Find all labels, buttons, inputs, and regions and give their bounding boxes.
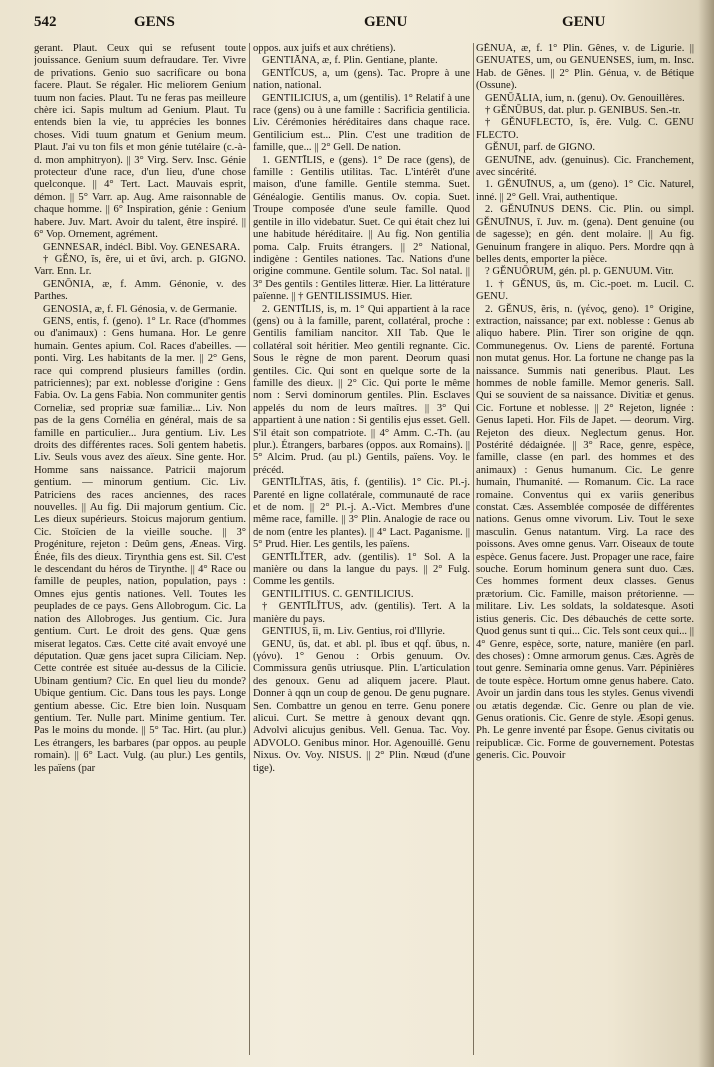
page-gutter-shadow xyxy=(698,0,714,1067)
dictionary-entry: † GĔNO, ĭs, ĕre, ui et ŭvi, arch. p. GIGNO. Varr. Enn. Lr. xyxy=(34,253,246,278)
dictionary-entry: GENTILICIUS, a, um (gentilis). 1° Relatif à une race (gens) ou à une famille : Sacrificia gentilicia. Liv. Cérémonies héréditaires dans chaque race. Gentilicium est... Plin. C'est une tradition de famille, que... || 2° Gell. De nation. xyxy=(253,92,470,154)
column-divider xyxy=(249,43,250,1055)
dictionary-entry: GĔNUA, æ, f. 1° Plin. Gênes, v. de Ligurie. || GENUATES, um, ou GENUENSES, ium, m. Insc. Hab. de Gênes. || 2° Plin. Génua, v. de Bétique (Ossune). xyxy=(476,43,694,92)
dictionary-column-3 xyxy=(476,43,694,1058)
dictionary-entry: GENŪĀLIA, ium, n. (genu). Ov. Genouillères. xyxy=(485,92,685,104)
dictionary-entry: GENUĪNE, adv. (genuinus). Cic. Franchement, avec sincérité. xyxy=(476,154,694,179)
running-head-left: GENS xyxy=(134,14,175,30)
dictionary-entry: GENNESAR, indécl. Bibl. Voy. GENESARA. xyxy=(43,241,240,253)
dictionary-entry: GENTILITIUS. C. GENTILICIUS. xyxy=(262,588,414,600)
dictionary-entry: oppos. aux juifs et aux chrétiens). xyxy=(253,43,396,54)
dictionary-column-1 xyxy=(34,43,246,1058)
page-header xyxy=(34,14,694,36)
dictionary-entry: GENŌNIA, æ, f. Amm. Génonie, v. des Parthes. xyxy=(34,278,246,303)
dictionary-entry: 1. GĔNUĪNUS, a, um (geno). 1° Cic. Naturel, inné. || 2° Gell. Vrai, authentique. xyxy=(476,179,694,203)
dictionary-entry: GENTIUS, ĭi, m. Liv. Gentius, roi d'Illyrie. xyxy=(262,626,446,638)
dictionary-entry: † GĔNUFLECTO, ĭs, ĕre. Vulg. C. GENU FLECTO. xyxy=(476,117,694,141)
dictionary-entry: † GENTĪLĬTUS, adv. (gentilis). Tert. A la manière du pays. xyxy=(253,601,470,625)
dictionary-entry: GENOSIA, æ, f. Fl. Génosia, v. de Germanie. xyxy=(43,303,238,315)
dictionary-entry: 1. † GĔNUS, ūs, m. Cic.-poet. m. Lucil. C. GENU. xyxy=(476,278,694,303)
dictionary-entry: GENTĪLĬTER, adv. (gentilis). 1° Sol. A la manière ou dans la langue du pays. || 2° Fulg. Comme les gentils. xyxy=(253,551,470,588)
dictionary-column-2 xyxy=(253,43,470,1058)
dictionary-entry: GENTĪLĬTAS, ātis, f. (gentilis). 1° Cic. Pl.-j. Parenté en ligne collatérale, communauté de race et de nom. || 2° Pl.-j. A.-Vict. Membres d'une même race, famille. || 3° Plin. Analogie de race ou de nom (entre les plantes). || 4° Lact. Paganisme. || 5° Prud. Hier. Les gentils, les païens. xyxy=(253,477,470,551)
dictionary-entry: gerant. Plaut. Ceux qui se refusent toute jouissance. Genium suum defraudare. Ter. Vivre de privations. Genio suo sacrificare ou bona facere. Plaut. Se régaler. Hic meliorem Genium tuum non facies. Plaut. Tu ne feras pas meilleure chère ici. Sapis multum ad Genium. Plaut. Tu entends bien la vie, tu apprécies les bonnes choses. Vidi tuum gnatum et Genium meum. Plaut. J'ai vu ton fils et mon génie tutélaire (c.-à-d. mon amphitryon). || 3° Virg. Serv. Insc. Génie protecteur d'une race, d'un lieu, d'une chose quelconque. || 4° Tert. Lact. Mauvais esprit, démon. || 5° Varr. ap. Aug. Ame raisonnable de chaque homme. || 6° Inspiration, génie : Genium habere. Juv. Mart. Avoir du talent, être inspiré. || 6° Vop. Ornement, agrément. xyxy=(34,43,246,241)
dictionary-entry: 2. GENTĪLIS, is, m. 1° Qui appartient à la race (gens) ou à la famille, parent, collatéral, proche : Gentilis familiam nancitor. XII Tab. Que le collatéral soit héritier. Meo gentili regnante. Cic. Sous le règne de mon parent. Deorum quasi gentiles. Cic. Qui sont en quelque sorte de la famille des dieux. || 2° Cic. Qui porte le même nom : Servi dominorum gentiles. Plin. Esclaves appelés du nom de leurs maîtres. || 3° Qui appartient à une nation : Si gentilis ejus esset. Gell. S'il était son compatriote. || 4° Amm. C.-Th. (au plur.). Étrangers, barbares (oppos. aux Romains). || 5° Alcim. Prud. (au pl.) Gentils, païens. Voy. le précéd. xyxy=(253,303,470,476)
dictionary-entry: 1. GENTĪLIS, e (gens). 1° De race (gens), de famille : Gentilis utilitas. Tac. L'intérêt d'une maison, d'une famille. Gentile stemma. Suet. Généalogie. Gentilis manus. Ov. copia. Suet. Troupe composée d'une seule famille. Quod gentile in illo videbatur. Suet. Ce qui était chez lui une habitude héréditaire. || Au fig. Non gentilia poma. Calp. Fruits étrangers. || 2° National, indigène : Gentiles nationes. Tac. Nations d'une origine commune. Gentile solum. Tac. Sol natal. || 3° Des gentils : Gentiles litteræ. Hier. La littérature païenne. || † GENTILISSIMUS. Hier. xyxy=(253,154,470,303)
dictionary-entry: ? GĔNUŌRUM, gén. pl. p. GENUUM. Vitr. xyxy=(485,266,674,278)
dictionary-entry: GĔNUI, parf. de GIGNO. xyxy=(485,142,596,154)
dictionary-entry: GENTIĀNA, æ, f. Plin. Gentiane, plante. xyxy=(262,55,438,67)
dictionary-entry: 2. GĔNUS, ĕris, n. (γένος, geno). 1° Origine, extraction, naissance; par ext. noblesse : Genus ab aliquo habere. Plin. Tirer son origine de qqn. Communegenus. Ov. Liens de parenté. Fortuna non mutat genus. Hor. La fortune ne change pas la naissance. Summis nati generibus. Plaut. Les hommes de noble famille. Memor generis. Sall. Qui se souvient de sa naissance. Divitiæ et genus. Cic. Fortune et noblesse. || 2° Rejeton, lignée : Genus Iapeti. Hor. Fils de Japet. — deorum. Virg. Rejeton des dieux. Neglectum genus. Hor. Postérité dédaignée. || 3° Race, genre, espèce, famille, classe (en parl. des hommes et des animaux) : Genus humanum. Cic. Le genre humain, l'humanité. — Romanum. Cic. La race romaine. Conventus qui ex variis generibus constat. Cæs. Assemblée composée de différentes nations. Genus omne vivorum. Liv. Tout le sexe masculin. Genus natantum. Virg. La race des poissons. Aves omne genus. Varr. Oiseaux de toute espèce. Genus facere. Just. Propager une race, faire souche. Eorum hominum genera sunt duo. Cæs. Ces hommes forment deux classes. Genus prætorium. Cic. Famille, maison prétorienne. — militare. Liv. Les soldats, la soldatesque. Asoti istius generis. Cic. Des débauchés de cette sorte. Quod genus sunt ti qui... Cic. Tels sont ceux qui... || 4° Genre, espèce, sorte, nature, manière (en parl. des choses) : Omne armorum genus. Cæs. Agrès de tout genre. Seminaria omne genus. Varr. Pépinières de toute espèce. Hortum omne genus habere. Cato. Avoir un jardin dans tous les styles. Genus vivendi ou ætatis degendæ. Cic. Genre ou plan de vie. Genus orationis. Cic. Genre de style. Æsopi genus. Ph. Le genre inventé par Ésope. Genus civitatis ou reipublicæ. Cic. Forme de gouvernement. Potestas generis. Cic. Pouvoir xyxy=(476,303,694,762)
running-head-right: GENU xyxy=(562,14,606,30)
column-divider xyxy=(473,43,474,1055)
dictionary-entry: GENS, entis, f. (geno). 1° Lr. Race (d'hommes ou d'animaux) : Gens humana. Hor. Le genre humain. Gentes apium. Col. Races d'abeilles. — ponti. Virg. Les habitants de la mer. || 2° Gens, race qui comprend plusieurs familles (ordin. patriciennes); par ext. noblesse d'origine : Gens Fabia. Ov. La gens Fabia. Non communiter gentis Corneliæ, sed propriæ suæ familiæ... Liv. Non pas de la gens Cornélia en général, mais de sa famille en particulier... Jura gentium. Liv. Les droits des différentes races. Soli gentem habetis. Liv. Seuls vous avez des aïeux. Sine gente. Hor. Homme sans naissance. Patricii majorum gentium. — minorum gentium. Cic. Liv. Patriciens des races anciennes, des races nouvelles. || Au fig. Dii majorum gentium. Cic. Les dieux supérieurs. Stoicus majorum gentium. Cic. Stoïcien de la vieille souche. || 3° Progéniture, rejeton : Deûm gens, Æneas. Virg. Énée, fils des dieux. Tirynthia gens est. Sil. C'est le descendant du héros de Tirynthe. || 4° Race ou famille de peuples, nation, population, pays : Omnes ejus gentis nationes. Vell. Toutes les peuplades de ce pays. Gens Allobrogum. Cic. La nation des Allobroges. Jus gentium. Cic. Jura gentium. Curt. Le droit des gens. Quæ gens miserat legatos. Cæs. Cette cité avait envoyé une députation. Quæ gens jacet supra Ciliciam. Nep. Cette contrée est située au-dessus de la Cilicie. Ubinam gentium? Cic. En quel lieu du monde? Ubique gentium. Cic. Dans tous les pays. Longe gentium abesse. Cic. Etre bien loin. Nusquam gentium. Ter. Nulle part. Minime gentium. Ter. Pas le moins du monde. || 5° Tac. Hirt. (au plur.) Les étrangers, les barbares (par oppos. au peuple romain). || 6° Lact. Vulg. (au plur.) Les gentils, les païens (par xyxy=(34,315,246,774)
dictionary-entry: † GĔNŪBUS, dat. plur. p. GENIBUS. Sen.-tr. xyxy=(485,105,681,117)
dictionary-entry: 2. GĔNUĪNUS DENS. Cic. Plin. ou simpl. GĔNUĪNUS, ī. Juv. m. (gena). Dent genuine (ou de sagesse); en gén. dent molaire. || Au fig. Genuinum frangere in aliquo. Pers. Mordre qqn à belles dents, emporter la pièce. xyxy=(476,204,694,265)
running-head-middle: GENU xyxy=(364,14,408,30)
dictionary-entry: GENU, ūs, dat. et abl. pl. ĭbus et qqf. ŭbus, n. (γόνυ). 1° Genou : Orbis genuum. Ov. Commissura genūs utriusque. Plin. L'articulation des genoux. Genu ad aliquem jacere. Plaut. Donner à qqn un coup de genou. De genu pugnare. Sen. Combattre un genou en terre. Genu ponere alicui. Curt. Se mettre à genoux devant qqn. Advolvi alicujus genibus. Vell. Genua. Tac. Voy. ADVOLO. Genibus minor. Hor. Agenouillé. Genu Nixus. Ov. Voy. NISUS. || 2° Plin. Nœud (d'une tige). xyxy=(253,638,470,774)
page-number: 542 xyxy=(34,14,57,30)
dictionary-entry: GENTĬCUS, a, um (gens). Tac. Propre à une nation, national. xyxy=(253,67,470,92)
